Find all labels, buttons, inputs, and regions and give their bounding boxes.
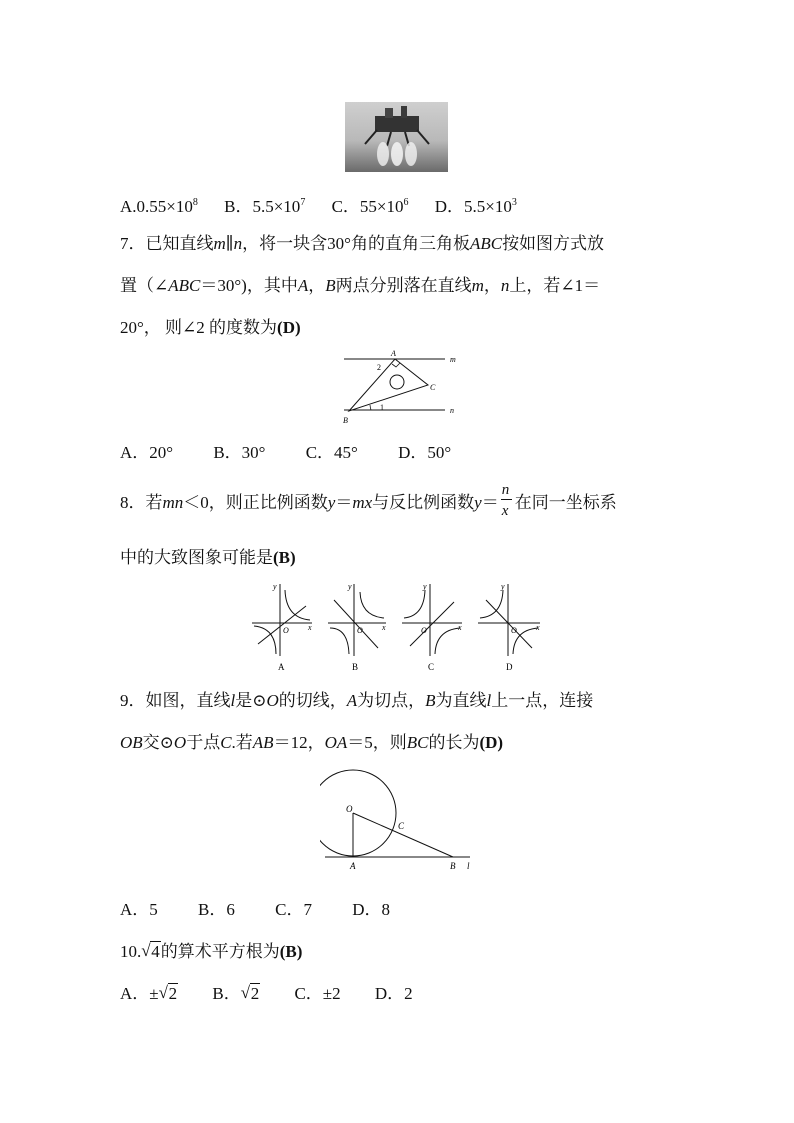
q10-option-b: B． √ 2 [212,983,260,1003]
q10-option-a: A．± √ 2 [120,983,178,1003]
q7-option-d: D．50° [398,443,452,462]
svg-text:x: x [382,623,386,632]
q7-options [120,443,473,463]
svg-text:x: x [536,623,540,632]
q7-line-1: 7．已知直线m∥n，将一块含30°角的直角三角板ABC按如图方式放 [120,234,605,253]
svg-text:O: O [421,626,427,635]
q9-label-a: A [350,861,356,871]
q8-graph-a [252,582,312,672]
q7-option-c: C．45° [305,443,358,462]
q8-graph-d [478,582,540,672]
q9-line-2: OB交⊙O于点C.若AB＝12，OA＝5，则BC的长为(D) [120,733,504,752]
svg-text:O: O [283,626,289,635]
q9-line-1: 9．如图，直线l是⊙O的切线，A为切点，B为直线l上一点，连接 [120,691,594,710]
q9-label-o: O [346,804,353,814]
q7-label-c: C [430,383,436,392]
q6-option-c: C．$55\times 10^6$ [331,197,409,216]
svg-text:y: y [348,582,352,591]
q8-label-d: D [506,662,513,672]
q10-option-c: C．±2 [294,984,341,1003]
q8-graphs [248,578,548,676]
q8-graph-b [328,582,386,672]
q9-option-a: A．5 [120,900,158,919]
svg-text:O: O [511,626,517,635]
q10-option-d: D．2 [374,984,413,1003]
q9-answer: (D) [479,733,504,752]
q7-label-b: B [343,416,348,425]
q9-options [120,900,412,920]
q9-option-d: D．8 [352,900,390,919]
q6-options [120,193,539,217]
q10-sqrt: √ 4 [141,941,160,961]
q6-option-b: B．$5.5\times 10^7$ [224,197,306,216]
q9-label-l: l [467,861,470,871]
q8-graph-c [402,582,462,672]
q7-label-two: 2 [377,363,381,372]
q6-option-a: $A.0.55\times 10^8$ [120,197,198,216]
q7-line-3: 20°， 则∠2 的度数为(D) [120,318,301,337]
q8-line-2: 中的大致图象可能是(B) [120,548,296,567]
q8-label-a: A [278,662,285,672]
q10-options [120,984,435,1004]
q9-option-c: C．7 [275,900,312,919]
q9-label-c: C [398,821,405,831]
svg-text:y: y [501,582,505,591]
q7-label-m: m [450,355,456,364]
svg-text:O: O [357,626,363,635]
q7-option-a: A．20° [120,443,174,462]
q8-label-c: C [428,662,435,672]
svg-text:x: x [458,623,462,632]
q9-figure [320,768,480,876]
q7-figure [340,346,465,426]
q6-option-d: D．$5.5\times 10^3$ [434,197,517,216]
q7-label-n: n [450,406,454,415]
q7-label-a: A [391,349,396,358]
q9-label-b: B [450,861,456,871]
svg-text:x: x [308,623,312,632]
q10-answer: (B) [279,942,303,961]
q8-label-b: B [352,662,359,672]
svg-text:y: y [273,582,277,591]
q9-option-b: B．6 [198,900,235,919]
q8-line-1: 8．若mn＜0，则正比例函数y＝mx与反比例函数y＝ $\frac{n}{x}$ 在同一坐标系 [120,482,617,519]
q7-answer: (D) [277,318,301,337]
q8-answer: (B) [273,548,296,567]
q8-fraction: $\frac{n}{x}$ [501,492,513,512]
lander-photo [345,102,448,172]
q10-line: 10. √ 4的算术平方根为(B) [120,941,303,961]
q7-label-one: 1 [380,403,384,412]
svg-text:y: y [423,582,427,591]
q7-line-2: 置（∠ABC＝30°)，其中A，B两点分别落在直线m，n上，若∠1＝ [120,276,601,295]
q7-option-b: B．30° [213,443,266,462]
